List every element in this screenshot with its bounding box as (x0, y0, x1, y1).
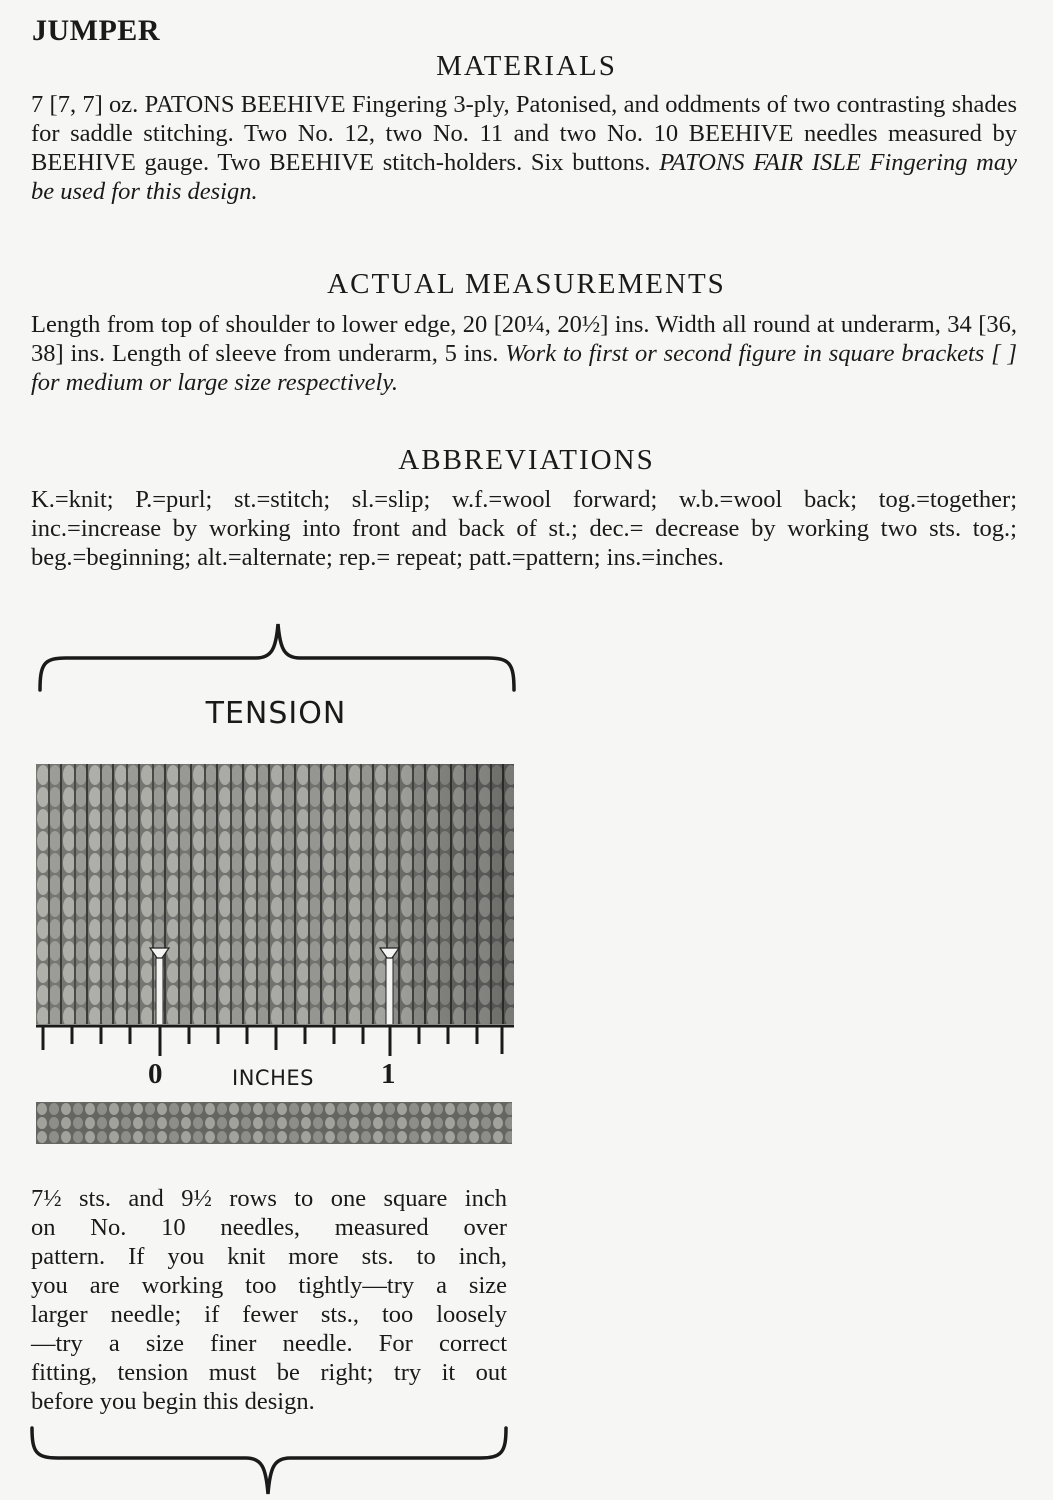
bottom-brace (28, 1420, 510, 1500)
measurements-section (31, 310, 1017, 397)
tension-description (31, 1184, 507, 1416)
abbreviations-line: K.=knit; P.=purl; st.=stitch; sl.=slip; w.f.=wool forward; w.b.=wool back; (31, 486, 858, 513)
materials-note: PATONS FAIR ISLE Fingering may be used for this design. (31, 149, 1017, 205)
materials-line: No. 10 BEEHIVE needles measured by BEEHIVE gauge. Two BEEHIVE (31, 120, 1017, 176)
tension-line: on No. 10 needles, measured over (31, 1214, 507, 1241)
tension-line: —try a size finer needle. For correct (31, 1330, 507, 1357)
abbreviations-line: repeat; patt.=pattern; ins.=inches. (396, 544, 724, 571)
top-brace (36, 618, 518, 698)
swatch-edge-strip (36, 1102, 512, 1144)
tension-line: pattern. If you knit more sts. to inch, (31, 1243, 507, 1270)
materials-section (31, 90, 1017, 206)
tension-line: larger needle; if fewer sts., too loosely (31, 1301, 507, 1328)
tension-line: fitting, tension must be right; try it out (31, 1359, 507, 1386)
tension-line: you are working too tightly—try a size (31, 1272, 507, 1299)
measurements-note-line: respectively. (277, 369, 398, 396)
materials-heading: MATERIALS (436, 50, 617, 82)
abbreviations-section (31, 485, 1017, 572)
measurements-line: underarm, 34 [36, 38] ins. Length of sleeve from underarm, 5 ins. (31, 311, 1017, 367)
materials-line: stitch-holders. Six buttons. (382, 149, 651, 176)
materials-line: two contrasting shades for saddle stitching. Two No. 12, two No. 11 and two (31, 91, 1018, 147)
ruler-label-unit: INCHES (232, 1066, 314, 1090)
abbreviations-heading: ABBREVIATIONS (398, 444, 655, 476)
measurements-note-line: Work to first or second figure in square brackets [ ] for medium or large size (31, 340, 1018, 396)
measurements-line: Length from top of shoulder to lower edge, 20 [20¼, 20½] ins. Width all round at (31, 311, 835, 338)
materials-line: 7 [7, 7] oz. PATONS BEEHIVE Fingering 3-ply, Patonised, and oddments of (31, 91, 788, 118)
ruler-label-zero: 0 (148, 1058, 163, 1090)
ruler-label-one: 1 (381, 1058, 396, 1090)
tension-heading: TENSION (205, 696, 347, 731)
knitted-swatch-photo (36, 764, 514, 1026)
tension-line: before you begin this design. (31, 1388, 315, 1415)
measurements-heading: ACTUAL MEASUREMENTS (327, 268, 726, 300)
tension-line: 7½ sts. and 9½ rows to one square inch (31, 1185, 507, 1212)
abbreviations-line: tog.=together; inc.=increase by working into front and back of st.; dec.= (31, 486, 1018, 542)
abbreviations-line: decrease by working two sts. tog.; beg.=beginning; alt.=alternate; rep.= (31, 515, 1017, 571)
pattern-title: JUMPER (32, 14, 160, 47)
